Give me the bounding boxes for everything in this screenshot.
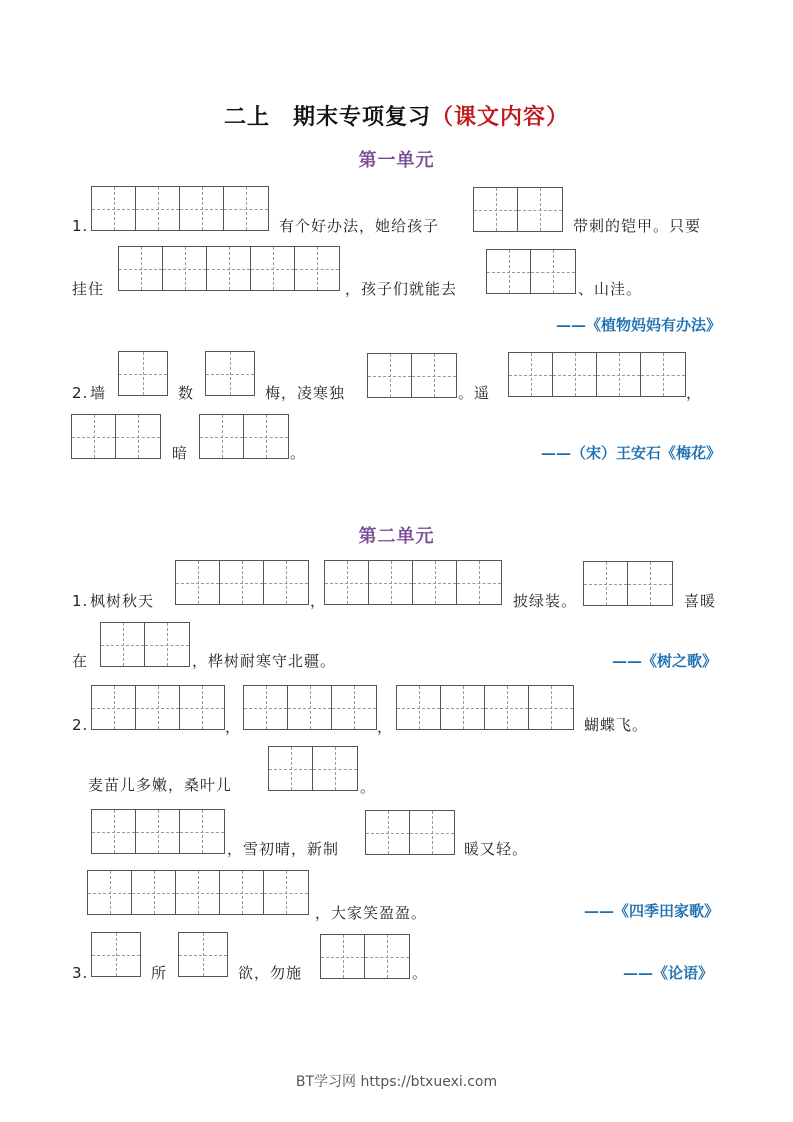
u1-q2-text-6: 暗: [172, 444, 189, 462]
u2-q2-blank-7[interactable]: [87, 870, 309, 915]
u2-q1-blank-1[interactable]: [175, 560, 309, 605]
unit-1-heading: 第一单元: [358, 150, 435, 171]
u2-q3-number: 3.: [72, 964, 89, 982]
u2-q2-text-4: 麦苗儿多嫩，桑叶儿: [88, 776, 233, 794]
u2-q1-text-1: 枫树秋天: [90, 592, 155, 610]
u2-q3-text-3: 。: [412, 964, 429, 982]
u1-q1-text-1: 有个好办法，她给孩子: [279, 217, 440, 235]
u2-q2-blank-2[interactable]: [243, 685, 377, 730]
u2-q2-text-3: 蝴蝶飞。: [584, 716, 649, 734]
u2-q3-text-1: 所: [151, 964, 168, 982]
u1-q2-text-2: 数: [178, 384, 195, 402]
u1-q1-text-5: 、山洼。: [578, 280, 643, 298]
page-title: [0, 100, 793, 131]
u1-q2-text-1: 墙: [90, 384, 107, 402]
u1-q1-text-4: ，孩子们就能去: [345, 280, 458, 298]
u1-q2-text-3: 梅，凌寒独: [265, 384, 346, 402]
u2-q2-blank-1[interactable]: [91, 685, 225, 730]
u1-q2-blank-1[interactable]: [118, 351, 168, 396]
u2-q2-blank-4[interactable]: [268, 746, 358, 791]
u2-q1-text-3: 披绿装。: [513, 592, 578, 610]
u2-q1-text-2: ，: [310, 592, 327, 610]
u2-q2-text-8: ，大家笑盈盈。: [315, 904, 428, 922]
u2-q1-number: 1.: [72, 592, 89, 610]
u2-q2-text-7: 暖又轻。: [464, 840, 529, 858]
u2-q1-blank-3[interactable]: [583, 561, 673, 606]
u1-q1-blank-3[interactable]: [118, 246, 340, 291]
u2-q2-blank-3[interactable]: [396, 685, 574, 730]
u2-q2-source: ——《四季田家歌》: [583, 902, 719, 920]
footer-watermark: BT学习网 https://btxuexi.com: [295, 1074, 498, 1090]
u2-q2-blank-5[interactable]: [91, 809, 225, 854]
u1-q2-number: 2.: [72, 384, 89, 402]
u2-q3-blank-2[interactable]: [178, 932, 228, 977]
u1-q1-source: ——《植物妈妈有办法》: [555, 316, 721, 334]
u1-q2-blank-2[interactable]: [205, 351, 255, 396]
u1-q2-blank-5[interactable]: [71, 414, 161, 459]
u2-q1-text-4: 喜暖: [684, 592, 717, 610]
u2-q2-text-5: 。: [360, 778, 377, 796]
u1-q1-text-2: 带刺的铠甲。只要: [573, 217, 702, 235]
u2-q1-text-6: ，桦树耐寒守北疆。: [192, 652, 337, 670]
u1-q2-blank-3[interactable]: [367, 353, 457, 398]
title-highlight: （课文内容）: [431, 104, 570, 130]
u1-q2-text-7: 。: [290, 444, 307, 462]
u1-q2-blank-6[interactable]: [199, 414, 289, 459]
title-main: 二上 期末专项复习: [223, 104, 431, 130]
u2-q2-text-1: ，: [225, 718, 242, 736]
u2-q3-blank-3[interactable]: [320, 934, 410, 979]
u2-q2-text-6: ，雪初晴，新制: [227, 840, 340, 858]
u2-q3-source: ——《论语》: [622, 964, 713, 982]
u1-q1-blank-4[interactable]: [486, 249, 576, 294]
u2-q3-text-2: 欲，勿施: [238, 964, 303, 982]
u1-q1-text-3: 挂住: [72, 280, 105, 298]
u2-q2-number: 2.: [72, 716, 89, 734]
u2-q2-blank-6[interactable]: [365, 810, 455, 855]
u2-q1-text-5: 在: [72, 652, 89, 670]
u2-q1-blank-4[interactable]: [100, 622, 190, 667]
u1-q2-text-5: ，: [686, 384, 703, 402]
u2-q2-text-2: ，: [377, 718, 394, 736]
u1-q2-blank-4[interactable]: [508, 352, 686, 397]
u2-q1-blank-2[interactable]: [324, 560, 502, 605]
u1-q1-number: 1.: [72, 217, 89, 235]
u1-q2-source: ——（宋）王安石《梅花》: [540, 444, 721, 462]
u2-q3-blank-1[interactable]: [91, 932, 141, 977]
u1-q1-blank-1[interactable]: [91, 186, 269, 231]
u2-q1-source: ——《树之歌》: [611, 652, 717, 670]
u1-q2-text-4: 。遥: [458, 384, 491, 402]
unit-2-heading: 第二单元: [358, 526, 435, 547]
u1-q1-blank-2[interactable]: [473, 187, 563, 232]
